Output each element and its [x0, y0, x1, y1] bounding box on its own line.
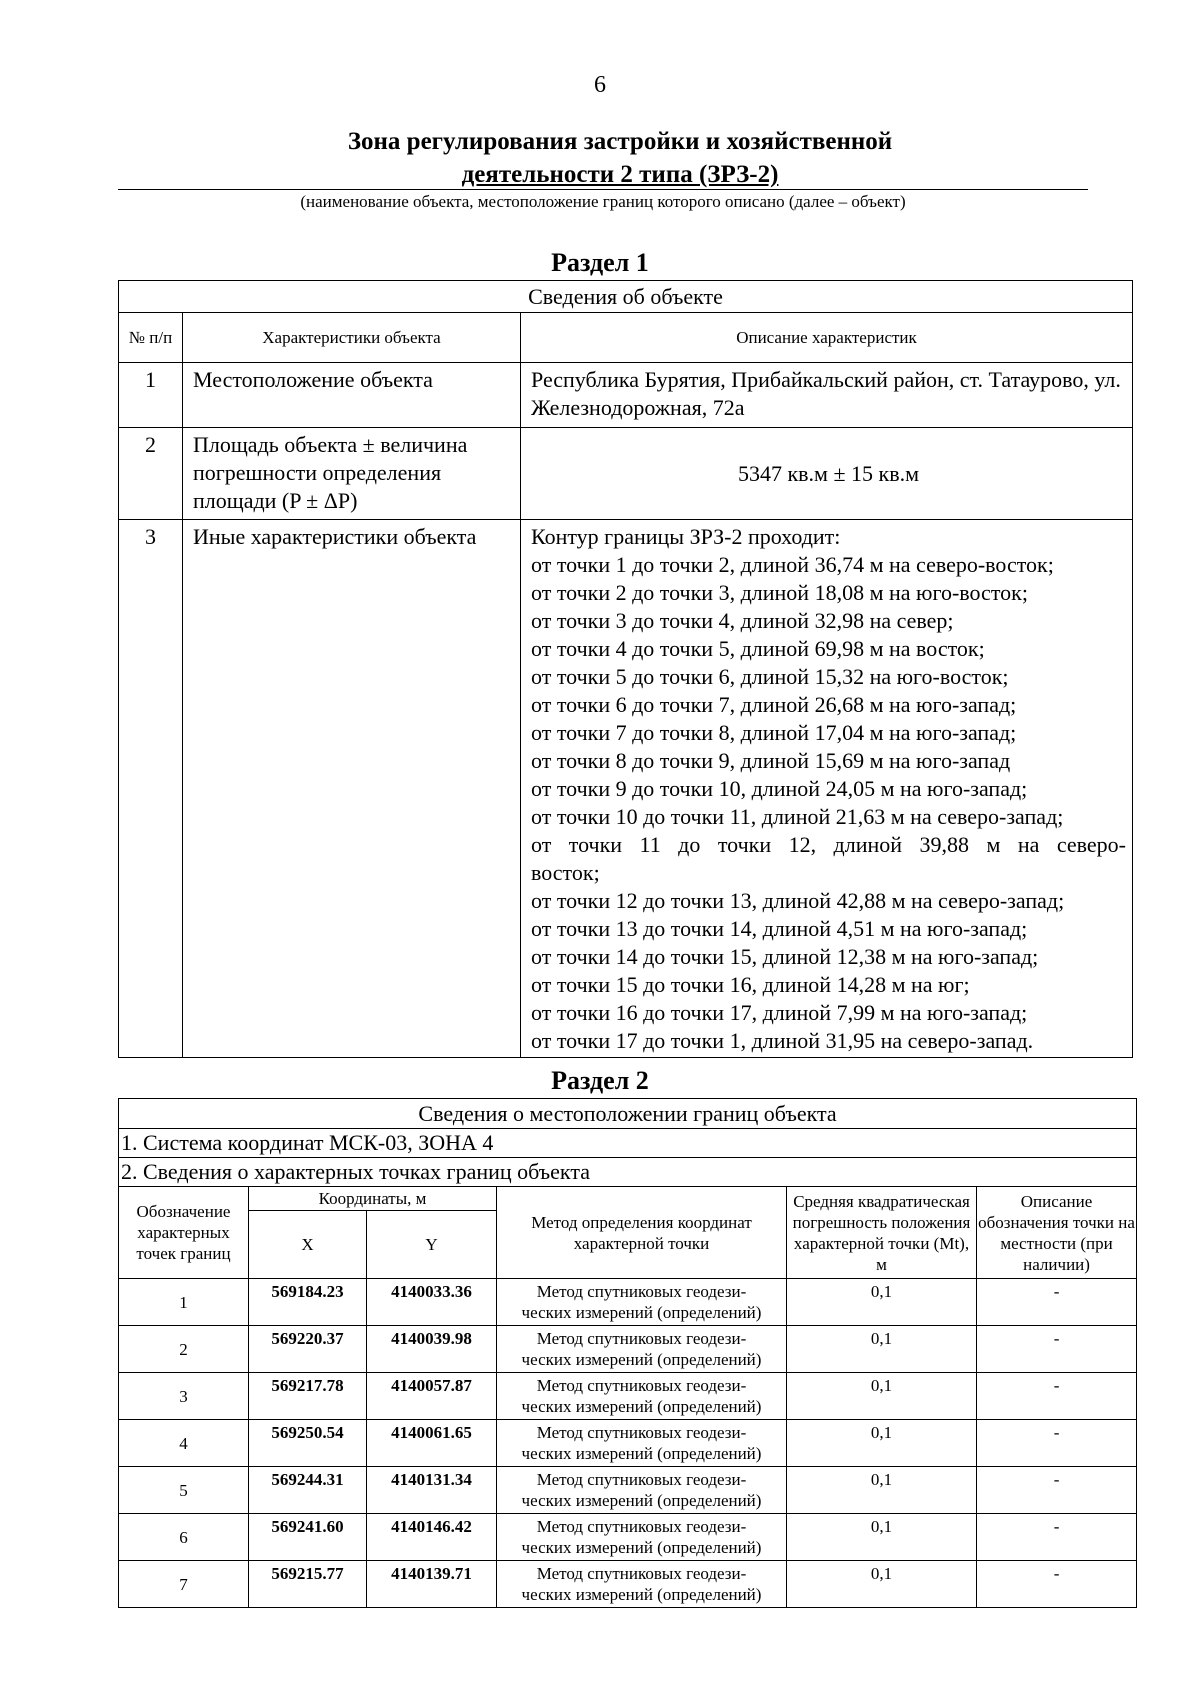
- point-x: 569241.60: [249, 1514, 367, 1561]
- method-line-2: ческих измерений (определений): [521, 1444, 762, 1463]
- route-segment: от точки 8 до точки 9, длиной 15,69 м на юго-запад: [531, 748, 1011, 773]
- point-method: [497, 1326, 787, 1373]
- points-section-title: 2. Сведения о характерных точках границ объекта: [119, 1158, 1137, 1187]
- point-number: 6: [119, 1514, 249, 1561]
- point-number: 7: [119, 1561, 249, 1608]
- route-segment: от точки 4 до точки 5, длиной 69,98 м на восток;: [531, 636, 985, 661]
- point-error: 0,1: [787, 1420, 977, 1467]
- point-error: 0,1: [787, 1326, 977, 1373]
- point-description: -: [977, 1561, 1137, 1608]
- route-segment: от точки 9 до точки 10, длиной 24,05 м на юго-запад;: [531, 776, 1028, 801]
- point-error: 0,1: [787, 1467, 977, 1514]
- method-line-2: ческих измерений (определений): [521, 1491, 762, 1510]
- route-segment: от точки 2 до точки 3, длиной 18,08 м на юго-восток;: [531, 580, 1028, 605]
- method-line-2: ческих измерений (определений): [521, 1397, 762, 1416]
- row-number: 1: [119, 363, 183, 428]
- point-y: 4140131.34: [367, 1467, 497, 1514]
- object-info-table-title: Сведения об объекте: [119, 281, 1133, 313]
- row-characteristic: Площадь объекта ± величина погрешности определения площади (P ± ΔP): [183, 428, 521, 520]
- table-row: [119, 1326, 1137, 1373]
- route-segment: от точки 1 до точки 2, длиной 36,74 м на северо-восток;: [531, 552, 1054, 577]
- point-y: 4140057.87: [367, 1373, 497, 1420]
- col-header-description: Описание характеристик: [521, 313, 1133, 363]
- route-segment: от точки 5 до точки 6, длиной 15,32 на юго-восток;: [531, 664, 1009, 689]
- point-description: -: [977, 1373, 1137, 1420]
- point-error: 0,1: [787, 1514, 977, 1561]
- boundary-points-table: [118, 1098, 1137, 1608]
- table-row: [119, 1514, 1137, 1561]
- col-header-y: Y: [367, 1211, 497, 1279]
- method-line-2: ческих измерений (определений): [521, 1303, 762, 1322]
- point-number: 2: [119, 1326, 249, 1373]
- route-segment: от точки 3 до точки 4, длиной 32,98 на север;: [531, 608, 954, 633]
- route-segment: от точки 15 до точки 16, длиной 14,28 м на юг;: [531, 972, 970, 997]
- table-row: [119, 1373, 1137, 1420]
- point-method: [497, 1467, 787, 1514]
- point-error: 0,1: [787, 1561, 977, 1608]
- point-description: -: [977, 1326, 1137, 1373]
- col-header-coordinates: Координаты, м: [249, 1187, 497, 1211]
- method-line-1: Метод спутниковых геодези-: [536, 1564, 747, 1583]
- method-line-2: ческих измерений (определений): [521, 1585, 762, 1604]
- point-x: 569184.23: [249, 1279, 367, 1326]
- table-row: [119, 520, 1133, 1058]
- section-1-heading: Раздел 1: [551, 248, 649, 277]
- method-line-1: Метод спутниковых геодези-: [536, 1329, 747, 1348]
- method-line-1: Метод спутниковых геодези-: [536, 1376, 747, 1395]
- route-segment: от точки 14 до точки 15, длиной 12,38 м на юго-запад;: [531, 944, 1039, 969]
- table-row: [119, 1279, 1137, 1326]
- object-info-table: [118, 280, 1133, 1058]
- row-description: 5347 кв.м ± 15 кв.м: [521, 428, 1133, 520]
- table-row: [119, 1561, 1137, 1608]
- row-characteristic: Местоположение объекта: [183, 363, 521, 428]
- point-x: 569215.77: [249, 1561, 367, 1608]
- boundary-table-title: Сведения о местоположении границ объекта: [119, 1099, 1137, 1129]
- point-number: 5: [119, 1467, 249, 1514]
- method-line-2: ческих измерений (определений): [521, 1350, 762, 1369]
- point-description: -: [977, 1420, 1137, 1467]
- route-segment: от точки 6 до точки 7, длиной 26,68 м на юго-запад;: [531, 692, 1017, 717]
- section-2-heading: Раздел 2: [551, 1066, 649, 1095]
- method-line-1: Метод спутниковых геодези-: [536, 1470, 747, 1489]
- col-header-number: № п/п: [119, 313, 183, 363]
- route-segment: от точки 13 до точки 14, длиной 4,51 м на юго-запад;: [531, 916, 1028, 941]
- point-number: 1: [119, 1279, 249, 1326]
- point-description: -: [977, 1279, 1137, 1326]
- route-segment: от точки 16 до точки 17, длиной 7,99 м на юго-запад;: [531, 1000, 1028, 1025]
- col-header-method: Метод определения координат характерной точки: [497, 1187, 787, 1279]
- method-line-1: Метод спутниковых геодези-: [536, 1517, 747, 1536]
- point-x: 569220.37: [249, 1326, 367, 1373]
- point-x: 569250.54: [249, 1420, 367, 1467]
- col-header-x: X: [249, 1211, 367, 1279]
- route-segment: от точки 12 до точки 13, длиной 42,88 м на северо-запад;: [531, 888, 1065, 913]
- title-underline: [118, 189, 1088, 190]
- method-line-2: ческих измерений (определений): [521, 1538, 762, 1557]
- table-row: [119, 1467, 1137, 1514]
- point-method: [497, 1373, 787, 1420]
- col-header-point: Обозначение характерных точек границ: [119, 1187, 249, 1279]
- route-segment: от точки 11 до точки 12, длиной 39,88 м на северо-: [531, 832, 1126, 857]
- row-characteristic: Иные характеристики объекта: [183, 520, 521, 1058]
- page-number: 6: [594, 72, 606, 98]
- document-title: [140, 125, 1100, 191]
- point-description: -: [977, 1514, 1137, 1561]
- method-line-1: Метод спутниковых геодези-: [536, 1282, 747, 1301]
- title-line-2: деятельности 2 типа (ЗРЗ-2): [461, 161, 779, 188]
- table-row: [119, 428, 1133, 520]
- table-row: [119, 363, 1133, 428]
- point-method: [497, 1420, 787, 1467]
- route-intro: Контур границы ЗРЗ-2 проходит:: [531, 524, 841, 549]
- point-method: [497, 1514, 787, 1561]
- point-y: 4140146.42: [367, 1514, 497, 1561]
- title-caption: (наименование объекта, местоположение границ которого описано (далее – объект): [300, 192, 906, 211]
- col-header-characteristic: Характеристики объекта: [183, 313, 521, 363]
- point-x: 569217.78: [249, 1373, 367, 1420]
- point-x: 569244.31: [249, 1467, 367, 1514]
- col-header-error: Средняя квадратическая погрешность положения характерной точки (Mt), м: [787, 1187, 977, 1279]
- col-header-description: Описание обозначения точки на местности (при наличии): [977, 1187, 1137, 1279]
- row-number: 3: [119, 520, 183, 1058]
- method-line-1: Метод спутниковых геодези-: [536, 1423, 747, 1442]
- point-method: [497, 1279, 787, 1326]
- route-segment: восток;: [531, 860, 600, 885]
- point-y: 4140061.65: [367, 1420, 497, 1467]
- coordinate-system: 1. Система координат МСК-03, ЗОНА 4: [119, 1129, 1137, 1158]
- point-number: 4: [119, 1420, 249, 1467]
- route-segment: от точки 7 до точки 8, длиной 17,04 м на юго-запад;: [531, 720, 1017, 745]
- point-y: 4140033.36: [367, 1279, 497, 1326]
- point-y: 4140139.71: [367, 1561, 497, 1608]
- point-error: 0,1: [787, 1373, 977, 1420]
- route-segment: от точки 10 до точки 11, длиной 21,63 м на северо-запад;: [531, 804, 1064, 829]
- row-number: 2: [119, 428, 183, 520]
- row-description: Республика Бурятия, Прибайкальский район, ст. Татаурово, ул. Железнодорожная, 72а: [521, 363, 1133, 428]
- point-error: 0,1: [787, 1279, 977, 1326]
- point-y: 4140039.98: [367, 1326, 497, 1373]
- point-description: -: [977, 1467, 1137, 1514]
- table-row: [119, 1420, 1137, 1467]
- point-method: [497, 1561, 787, 1608]
- row-description: [521, 520, 1133, 1058]
- title-line-1: Зона регулирования застройки и хозяйственной: [347, 128, 893, 155]
- route-segment: от точки 17 до точки 1, длиной 31,95 на северо-запад.: [531, 1028, 1034, 1053]
- point-number: 3: [119, 1373, 249, 1420]
